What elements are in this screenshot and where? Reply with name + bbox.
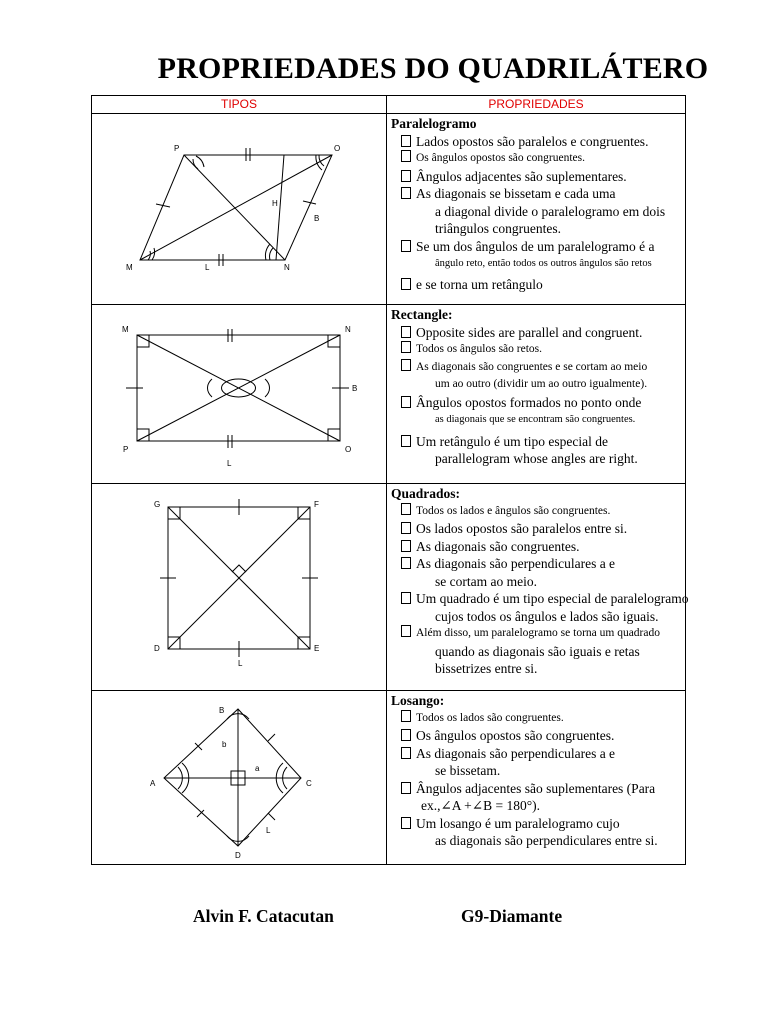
page-title: PROPRIEDADES DO QUADRILÁTERO: [157, 52, 709, 85]
missing-glyph-icon: [401, 710, 411, 722]
rhombus-figure: [92, 691, 387, 864]
square-properties: [387, 484, 689, 691]
missing-glyph-icon: [401, 817, 411, 829]
property-continuation: se cortam ao meio.: [435, 573, 537, 589]
vertex-label-m: M: [122, 325, 129, 334]
diagonal-label-b: b: [222, 740, 227, 749]
table-row: [92, 691, 686, 865]
property-item: Opposite sides are parallel and congruent.: [391, 324, 721, 342]
column-header-properties: PROPRIEDADES: [387, 96, 686, 114]
vertex-label-b: B: [219, 706, 225, 715]
vertex-label-n: N: [284, 263, 290, 272]
rhombus-figure-cell: [92, 691, 387, 865]
type-heading: Losango:: [391, 693, 445, 708]
height-label-h: H: [272, 199, 278, 208]
missing-glyph-icon: [401, 396, 411, 408]
property-item: Além disso, um paralelogramo se torna um quadrado: [391, 625, 721, 643]
property-continuation: quando as diagonais são iguais e retas: [435, 643, 640, 659]
property-item: As diagonais são congruentes e se cortam ao meio: [391, 359, 721, 377]
property-continuation: bissetrizes entre si.: [435, 661, 538, 676]
property-item: As diagonais se bissetam e cada uma: [391, 185, 721, 203]
type-heading: Rectangle:: [391, 307, 453, 322]
missing-glyph-icon: [401, 278, 411, 290]
property-item: Todos os lados e ângulos são congruentes.: [391, 503, 721, 521]
property-item: Os ângulos opostos são congruentes.: [391, 150, 721, 168]
author-name: Alvin F. Catacutan: [193, 906, 334, 926]
property-item: As diagonais são perpendiculares a e: [391, 555, 721, 573]
parallelogram-figure-cell: [92, 114, 387, 305]
property-continuation: ângulo reto, então todos os outros ângulos são retos: [435, 258, 652, 269]
missing-glyph-icon: [401, 341, 411, 353]
square-figure: [92, 484, 387, 690]
rectangle-properties: [387, 305, 686, 484]
vertex-label-f: F: [314, 500, 319, 509]
vertex-label-p: P: [174, 144, 180, 153]
property-item: Lados opostos são paralelos e congruentes.: [391, 133, 721, 151]
property-item: Um retângulo é um tipo especial de: [391, 433, 721, 451]
diagonal-label-a: a: [255, 764, 260, 773]
side-label-b: B: [314, 214, 320, 223]
missing-glyph-icon: [401, 359, 411, 371]
vertex-label-g: G: [154, 500, 161, 509]
column-header-types: TIPOS: [92, 96, 387, 114]
property-item: Ângulos adjacentes são suplementares.: [391, 168, 721, 186]
missing-glyph-icon: [401, 187, 411, 199]
rectangle-figure-cell: [92, 305, 387, 484]
table-row: [92, 114, 686, 305]
vertex-label-p: P: [123, 445, 129, 454]
vertex-label-a: A: [150, 779, 156, 788]
property-continuation: as diagonais são perpendiculares entre si.: [435, 833, 658, 848]
side-label-l: L: [205, 263, 210, 272]
parallelogram-properties: [387, 114, 686, 305]
type-heading: Quadrados:: [391, 486, 461, 501]
vertex-label-m: M: [126, 263, 133, 272]
missing-glyph-icon: [401, 540, 411, 552]
property-continuation: parallelogram whose angles are right.: [435, 451, 638, 466]
parallelogram-figure: [92, 114, 387, 304]
vertex-label-o: O: [345, 445, 352, 454]
missing-glyph-icon: [401, 557, 411, 569]
property-continuation: triângulos congruentes.: [435, 221, 561, 236]
property-item: As diagonais são congruentes.: [391, 538, 721, 556]
property-item: Ângulos opostos formados no ponto onde: [391, 394, 721, 412]
missing-glyph-icon: [401, 522, 411, 534]
property-item: Os lados opostos são paralelos entre si.: [391, 520, 721, 538]
class-section: G9-Diamante: [461, 906, 563, 926]
missing-glyph-icon: [401, 747, 411, 759]
rhombus-properties: [387, 691, 686, 865]
rectangle-figure: [92, 305, 387, 483]
property-item: Um quadrado é um tipo especial de paralelogramo: [391, 590, 721, 608]
vertex-label-d: D: [154, 644, 160, 653]
property-item: Todos os ângulos são retos.: [391, 341, 721, 359]
side-label-b: B: [352, 384, 358, 393]
property-continuation: cujos todos os ângulos e lados são iguais.: [435, 608, 659, 624]
vertex-label-e: E: [314, 644, 320, 653]
missing-glyph-icon: [401, 135, 411, 147]
missing-glyph-icon: [401, 240, 411, 252]
missing-glyph-icon: [401, 326, 411, 338]
side-label-l: L: [227, 459, 232, 468]
missing-glyph-icon: [401, 592, 411, 604]
missing-glyph-icon: [401, 503, 411, 515]
property-continuation: um ao outro (dividir um ao outro igualmente).: [435, 378, 648, 390]
property-continuation: se bissetam.: [435, 763, 501, 778]
vertex-label-o: O: [334, 144, 341, 153]
property-item: Ângulos adjacentes são suplementares (Para: [391, 780, 721, 798]
missing-glyph-icon: [401, 150, 411, 162]
property-item: Um losango é um paralelogramo cujo: [391, 815, 721, 833]
properties-table: [91, 95, 689, 865]
missing-glyph-icon: [401, 170, 411, 182]
vertex-label-d: D: [235, 851, 241, 860]
property-continuation: as diagonais que se encontram são congruentes.: [435, 414, 636, 425]
property-item: As diagonais são perpendiculares a e: [391, 745, 721, 763]
property-item: Os ângulos opostos são congruentes.: [391, 727, 721, 745]
side-label-l: L: [238, 659, 243, 668]
type-heading: Paralelogramo: [391, 116, 477, 131]
missing-glyph-icon: [401, 435, 411, 447]
property-item: Se um dos ângulos de um paralelogramo é a: [391, 238, 721, 256]
property-item: Todos os lados são congruentes.: [391, 710, 721, 728]
vertex-label-n: N: [345, 325, 351, 334]
table-row: [92, 305, 686, 484]
table-row: [92, 484, 686, 691]
property-item: e se torna um retângulo: [391, 276, 721, 294]
vertex-label-c: C: [306, 779, 312, 788]
side-label-l: L: [266, 826, 271, 835]
missing-glyph-icon: [401, 729, 411, 741]
square-figure-cell: [92, 484, 387, 691]
property-continuation: ex.,∠A +∠B = 180°).: [421, 798, 540, 813]
property-continuation: a diagonal divide o paralelogramo em dois: [435, 203, 666, 219]
missing-glyph-icon: [401, 625, 411, 637]
missing-glyph-icon: [401, 782, 411, 794]
